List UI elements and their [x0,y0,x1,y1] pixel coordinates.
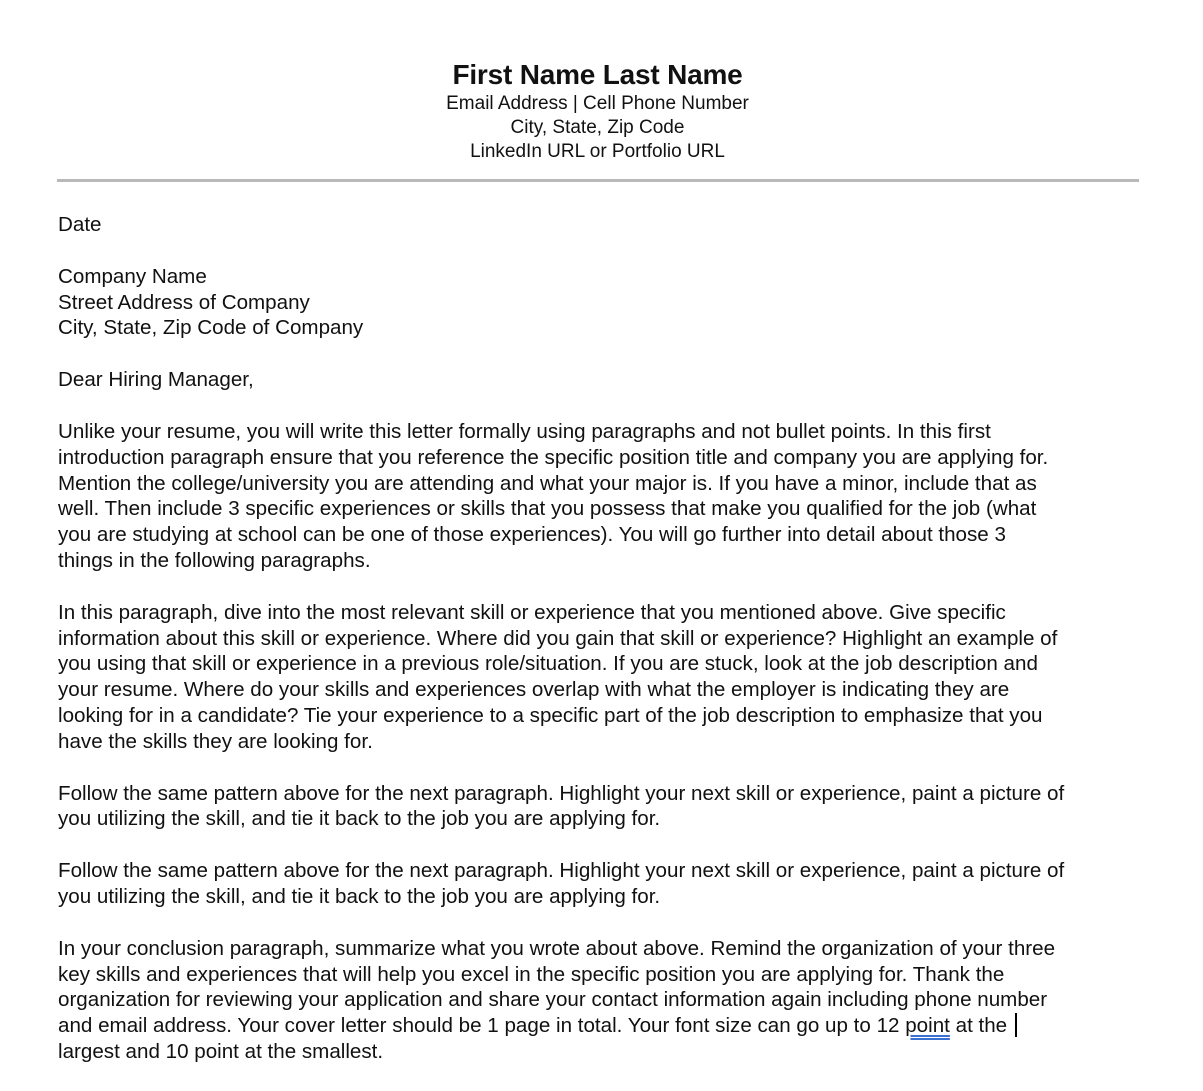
paragraph-line: Unlike your resume, you will write this letter formally using paragraphs and not bullet points. In this first [58,419,991,443]
paragraph-skill-2[interactable] [58,781,1148,833]
paragraph-line: key skills and experiences that will help you excel in the specific position you are applying for. Thank the [58,962,1005,986]
header-divider [57,179,1139,182]
paragraph-line-with-cursor [58,1013,1148,1039]
paragraph-line: Follow the same pattern above for the next paragraph. Highlight your next skill or experience, paint a picture of [58,859,1065,883]
company-name: Company Name [58,264,207,288]
text-segment: and email address. Your cover letter should be 1 page in total. Your font size can go up to 12 [58,1014,906,1038]
paragraph-line: In this paragraph, dive into the most relevant skill or experience that you mentioned above. Give specific [58,600,1006,624]
paragraph-line: you are studying at school can be one of those experiences). You will go further into detail about those 3 [58,523,1006,547]
paragraph-line: Mention the college/university you are attending and what your major is. If you have a minor, include that as [58,471,1037,495]
paragraph-introduction[interactable] [58,419,1148,574]
text-cursor [1015,1013,1017,1037]
paragraph-conclusion[interactable] [58,936,1148,1065]
contact-url[interactable]: LinkedIn URL or Portfolio URL [470,141,725,162]
letter-header [0,58,1195,164]
spelling-flagged-word[interactable]: point [905,1014,950,1038]
paragraph-line: largest and 10 point at the smallest. [58,1039,384,1063]
paragraph-line: you utilizing the skill, and tie it back to the job you are applying for. [58,884,661,908]
paragraph-line: have the skills they are looking for. [58,729,373,753]
letter-body[interactable] [58,212,1148,1091]
company-address[interactable] [58,264,1148,341]
paragraph-line: introduction paragraph ensure that you reference the specific position title and company you are applying for. [58,445,1049,469]
contact-email-phone[interactable]: Email Address | Cell Phone Number [446,93,749,114]
paragraph-skill-3[interactable] [58,858,1148,910]
contact-city-state-zip[interactable]: City, State, Zip Code [510,117,685,138]
paragraph-skill-1[interactable] [58,600,1148,755]
paragraph-line: information about this skill or experience. Where did you gain that skill or experience? Highlight an example of [58,626,1058,650]
paragraph-line: In your conclusion paragraph, summarize what you wrote about above. Remind the organization of your three [58,936,1056,960]
paragraph-line: you using that skill or experience in a previous role/situation. If you are stuck, look at the job description and [58,652,1038,676]
text-segment: at the [949,1014,1013,1038]
paragraph-line: looking for in a candidate? Tie your experience to a specific part of the job description to emphasize that you [58,703,1043,727]
paragraph-line: your resume. Where do your skills and experiences overlap with what the employer is indicating they are [58,678,1010,702]
company-street: Street Address of Company [58,290,310,314]
paragraph-line: organization for reviewing your application and share your contact information again including phone number [58,988,1048,1012]
paragraph-line: things in the following paragraphs. [58,548,371,572]
letter-date[interactable]: Date [58,213,102,236]
salutation[interactable]: Dear Hiring Manager, [58,368,254,392]
paragraph-line: you utilizing the skill, and tie it back to the job you are applying for. [58,807,661,831]
paragraph-line: Follow the same pattern above for the next paragraph. Highlight your next skill or experience, paint a picture of [58,781,1065,805]
paragraph-line: well. Then include 3 specific experiences or skills that you possess that make you qualified for the job (what [58,497,1037,521]
applicant-name[interactable]: First Name Last Name [452,59,743,90]
company-city-state-zip: City, State, Zip Code of Company [58,316,364,340]
